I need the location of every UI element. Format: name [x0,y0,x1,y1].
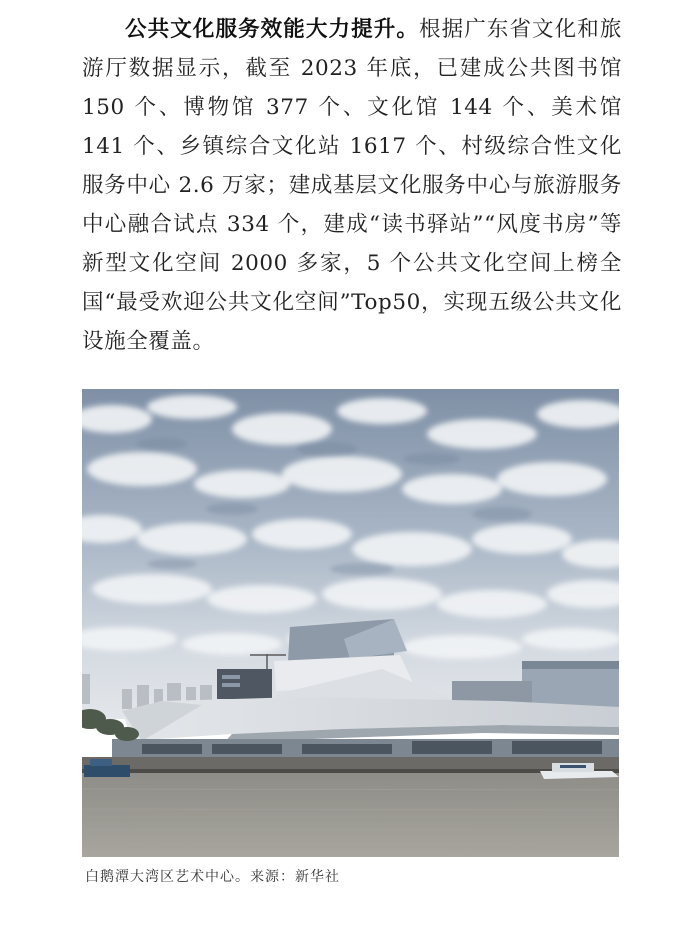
article-paragraph [82,10,622,361]
paragraph-body: 根据广东省文化和旅游厅数据显示，截至 2023 年底，已建成公共图书馆 150 个、博物馆 377 个、文化馆 144 个、美术馆 141 个、乡镇综合文化站 1617 个、村级综合性文化服务中心 2.6 万家；建成基层文化服务中心与旅游服务中心融合试点 334 个，建成“读书驿站”“风度书房”等新型文化空间 2000 多家，5 个公共文化空间上榜全国“最受欢迎公共文化空间”Top50，实现五级公共文化设施全覆盖。 [82,17,622,354]
art-center-photo [82,389,619,857]
embankment [82,757,619,769]
figure-caption: 白鹅潭大湾区艺术中心。来源：新华社 [85,869,340,885]
article [82,10,622,361]
lead-heading: 公共文化服务效能大力提升。 [125,17,419,42]
river [82,773,619,857]
